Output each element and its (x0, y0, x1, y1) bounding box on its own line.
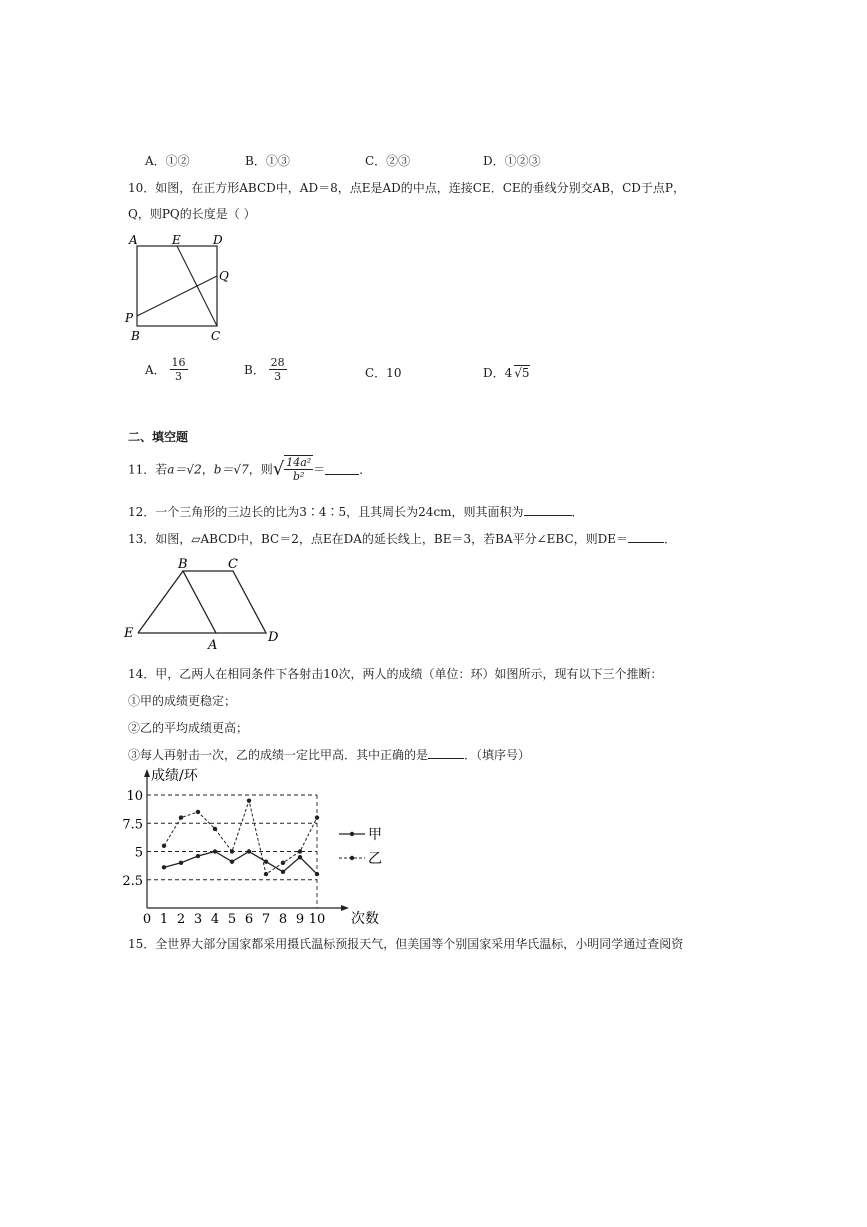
q14-text-line2: ①甲的成绩更稳定； (128, 694, 237, 708)
q9-option-b: B．①③ (245, 154, 290, 168)
q9-option-c: C．②③ (365, 154, 411, 168)
q14-text-line4-b: ．（填序号） (464, 748, 531, 762)
q10-text-line1: 10．如图，在正方形ABCD中，AD＝8，点E是AD的中点，连接CE．CE的垂线分别交AB，CD于点P， (128, 181, 685, 195)
q14-answer-blank[interactable] (428, 748, 464, 759)
q10-option-b-prefix: B． (244, 363, 265, 377)
label-d: D (268, 630, 279, 645)
x-tick-label: 0 (142, 912, 152, 927)
label-c: C (228, 557, 238, 572)
q12-line (128, 503, 584, 520)
y-axis-arrow (144, 769, 150, 777)
x-tick-label: 6 (244, 912, 254, 927)
data-point-jia (264, 859, 268, 863)
data-point-yi (298, 849, 302, 853)
q10-option-b-den: 3 (274, 370, 282, 383)
y-tick-label: 2.5 (122, 873, 143, 889)
q10-option-a-den: 3 (175, 370, 182, 383)
q10-option-b-fraction (269, 356, 287, 383)
x-tick-label: 10 (308, 912, 326, 927)
q10-option-a-prefix: A． (145, 363, 166, 377)
q10-option-b (244, 356, 287, 383)
q11-fraction (284, 455, 313, 483)
x-tick-label: 1 (159, 912, 169, 927)
label-c: C (211, 329, 221, 343)
data-point-jia (230, 859, 234, 863)
data-point-jia (196, 854, 200, 858)
q12-end: ． (571, 505, 584, 519)
label-b: B (178, 557, 188, 572)
data-point-jia (162, 865, 166, 869)
q9-option-d: D．①②③ (483, 154, 541, 168)
x-tick-label: 9 (295, 912, 305, 927)
q11-radical-sign: √ (272, 458, 285, 480)
x-axis-label: 次数 (351, 911, 379, 927)
q11-end: ． (359, 462, 372, 477)
data-point-jia (213, 849, 217, 853)
q12-text: 12．一个三角形的三边长的比为3∶4∶5，且其周长为24cm，则其面积为 (128, 505, 524, 519)
q10-option-c: C．10 (365, 366, 402, 380)
data-point-yi (281, 861, 285, 865)
label-e: E (172, 233, 181, 247)
legend-marker-yi (350, 856, 354, 860)
q11-b-part: b＝√7 (213, 462, 249, 477)
q10-option-b-num: 28 (270, 356, 285, 369)
data-point-jia (298, 855, 302, 859)
data-point-yi (264, 872, 268, 876)
q11-prefix: 11．若 (128, 462, 168, 477)
q10-text-line2: Q，则PQ的长度是（ ） (128, 207, 256, 221)
y-tick-label: 10 (126, 789, 143, 804)
q11-sep: ， (201, 462, 214, 477)
q12-answer-blank[interactable] (524, 505, 572, 516)
x-tick-label: 2 (176, 912, 186, 927)
section-title: 二、填空题 (128, 430, 189, 444)
data-point-yi (196, 810, 200, 814)
legend-marker-jia (350, 832, 354, 836)
x-tick-label: 3 (193, 912, 203, 927)
segment-be (138, 571, 183, 633)
q10-option-d-rad-value: 5 (521, 366, 530, 380)
label-e: E (124, 626, 134, 641)
q11-line (128, 455, 371, 483)
q14-text-line3: ②乙的平均成绩更高； (128, 721, 249, 735)
label-b: B (131, 329, 140, 343)
q13-parallelogram-figure (120, 553, 290, 653)
data-point-yi (162, 844, 166, 848)
label-p: P (125, 311, 134, 325)
q15-text: 15．全世界大部分国家都采用摄氏温标预报天气，但美国等个别国家采用华氏温标，小明同学通过查阅资 (128, 937, 684, 951)
q14-text-line4 (128, 746, 530, 763)
data-point-jia (247, 849, 251, 853)
q13-text: 13．如图，▱ABCD中，BC＝2，点E在DA的延长线上，BE＝3，若BA平分∠EBC，则DE＝ (128, 532, 629, 546)
parallelogram-abcd (183, 571, 266, 633)
data-point-yi (315, 815, 319, 819)
q10-option-a-num: 16 (171, 356, 186, 369)
q10-option-d (483, 364, 530, 381)
data-point-yi (179, 815, 183, 819)
q10-square-figure (120, 230, 240, 348)
q13-end: ． (664, 532, 677, 546)
data-point-jia (179, 861, 183, 865)
segment-pq (137, 276, 217, 316)
q14-score-chart (122, 765, 395, 930)
x-axis-arrow (341, 905, 349, 911)
legend (339, 827, 382, 867)
label-a: A (208, 638, 218, 653)
q10-option-a (145, 356, 188, 383)
q11-answer-blank[interactable] (325, 464, 359, 475)
q13-line (128, 530, 676, 547)
y-tick-label: 5 (134, 845, 143, 861)
q14-text-line1: 14．甲，乙两人在相同条件下各射击10次，两人的成绩（单位：环）如图所示，现有以下三个推断： (128, 667, 663, 681)
q10-option-a-fraction (170, 356, 188, 383)
data-point-jia (281, 870, 285, 874)
q11-then: ，则 (248, 462, 273, 477)
q11-num: 14a² (286, 456, 312, 469)
q11-den: b² (292, 470, 305, 483)
x-tick-label: 5 (227, 912, 237, 927)
legend-label-yi: 乙 (368, 851, 382, 867)
legend-label-jia: 甲 (368, 827, 382, 843)
y-axis-label: 成绩/环 (151, 768, 198, 784)
x-tick-label: 4 (210, 912, 220, 927)
label-q: Q (219, 269, 229, 283)
x-tick-label: 8 (278, 912, 288, 927)
y-tick-label: 7.5 (122, 817, 143, 833)
q10-option-d-radicand: √5 (514, 366, 530, 380)
label-a: A (129, 233, 138, 247)
q10-option-d-prefix: D．4 (483, 366, 513, 380)
label-d: D (213, 233, 223, 247)
q13-answer-blank[interactable] (628, 532, 664, 543)
square-abcd (137, 246, 217, 326)
q14-text-line4-a: ③每人再射击一次，乙的成绩一定比甲高．其中正确的是 (128, 748, 429, 762)
x-tick-label: 7 (261, 912, 271, 927)
q9-option-a: A．①② (145, 154, 190, 168)
data-point-yi (213, 827, 217, 831)
data-point-jia (315, 872, 319, 876)
q11-a-part: a＝√2 (167, 462, 202, 477)
data-point-yi (230, 849, 234, 853)
q11-equals: ＝ (313, 462, 326, 477)
data-point-yi (247, 798, 251, 802)
